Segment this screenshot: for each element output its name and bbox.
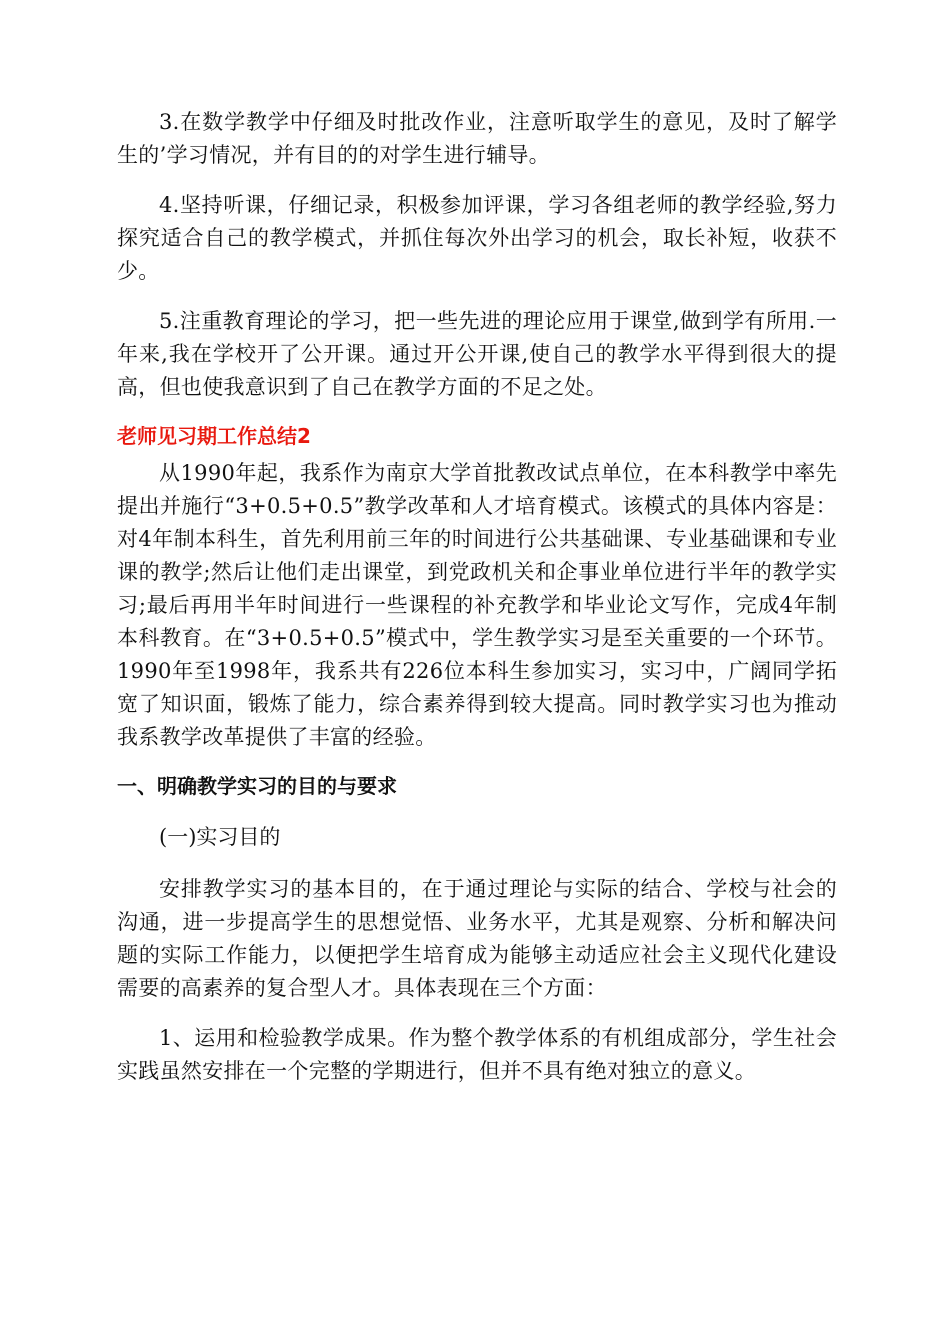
heading-objectives: 一、明确教学实习的目的与要求 (117, 774, 397, 798)
purpose-paragraph: 安排教学实习的基本目的，在于通过理论与实际的结合、学校与社会的沟通，进一步提高学生的思想觉悟、业务水平，尤其是观察、分析和解决问题的实际工作能力，以便把学生培育成为能够主动适应社会主义现代化建设需要的高素养的复合型人才。具体表现在三个方面： (117, 877, 837, 1000)
document-page (117, 106, 837, 1088)
section-title: 老师见习期工作总结2 (117, 424, 311, 448)
paragraph-item-4: 4.坚持听课，仔细记录，积极参加评课，学习各组老师的教学经验,努力探究适合自己的教学模式，并抓住每次外出学习的机会，取长补短，收获不少。 (117, 193, 837, 283)
subheading-purpose: (一)实习目的 (159, 825, 281, 849)
paragraph-item-3: 3.在数学教学中仔细及时批改作业，注意听取学生的意见，及时了解学生的’学习情况，并有目的的对学生进行辅导。 (117, 110, 837, 167)
paragraph-item-5: 5.注重教育理论的学习，把一些先进的理论应用于课堂,做到学有所用.一年来,我在学校开了公开课。通过开公开课,使自己的教学水平得到很大的提高，但也使我意识到了自己在教学方面的不足之处。 (117, 309, 837, 399)
list-item-1: 1、运用和检验教学成果。作为整个教学体系的有机组成部分，学生社会实践虽然安排在一个完整的学期进行，但并不具有绝对独立的意义。 (117, 1026, 837, 1083)
intro-paragraph: 从1990年起，我系作为南京大学首批教改试点单位，在本科教学中率先提出并施行“3+0.5+0.5”教学改革和人才培育模式。该模式的具体内容是：对4年制本科生，首先利用前三年的时间进行公共基础课、专业基础课和专业课的教学;然后让他们走出课堂，到党政机关和企事业单位进行半年的教学实习;最后再用半年时间进行一些课程的补充教学和毕业论文写作，完成4年制本科教育。在“3+0.5+0.5”模式中，学生教学实习是至关重要的一个环节。1990年至1998年，我系共有226位本科生参加实习，实习中，广阔同学拓宽了知识面，锻炼了能力，综合素养得到较大提高。同时教学实习也为推动我系教学改革提供了丰富的经验。 (117, 461, 837, 749)
